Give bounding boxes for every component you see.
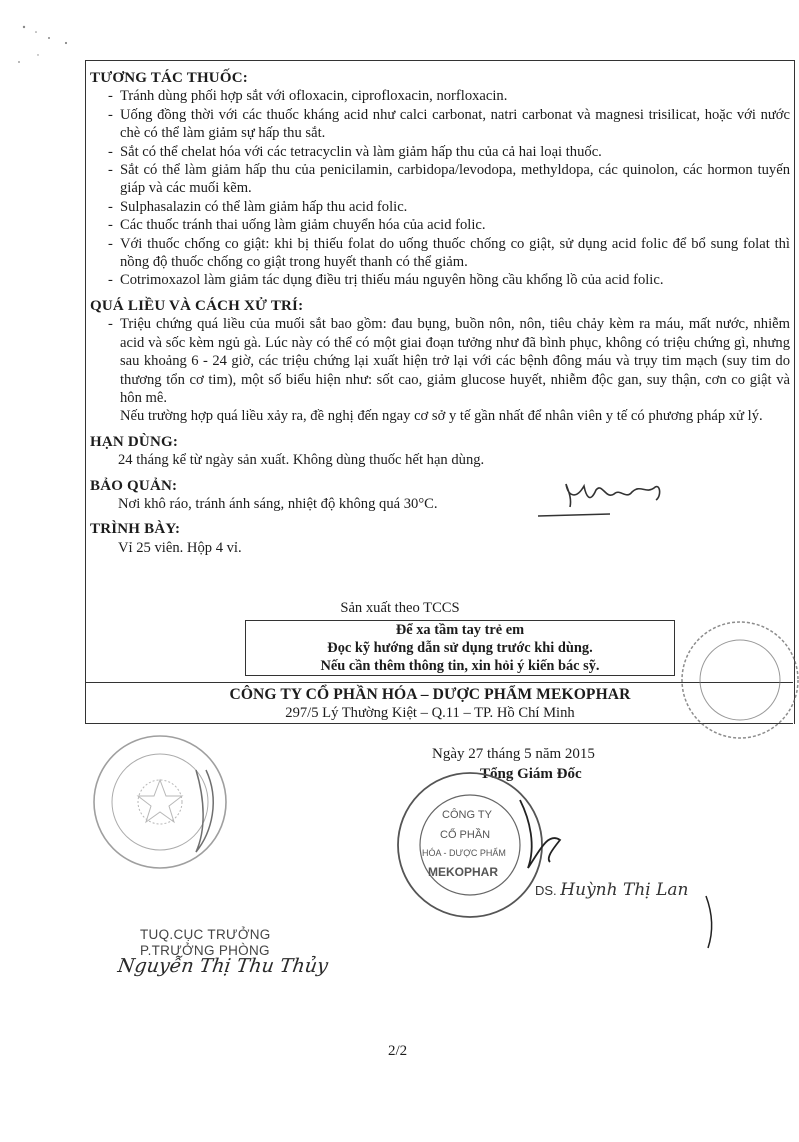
deputy-line: TUQ.CỤC TRƯỞNG bbox=[140, 927, 271, 942]
standard-note: Sản xuất theo TCCS bbox=[340, 600, 460, 616]
deputy-name: Nguyễn Thị Thu Thủy bbox=[116, 955, 330, 977]
deputy-line: P.TRƯỞNG PHÒNG bbox=[140, 943, 270, 958]
shelf-life-text: 24 tháng kể từ ngày sản xuất. Không dùng thuốc hết hạn dùng. bbox=[118, 452, 485, 469]
signoff-role: Tổng Giám Đốc bbox=[480, 766, 582, 782]
section-title: TRÌNH BÀY: bbox=[90, 521, 181, 538]
stamp-line: MEKOPHAR bbox=[428, 865, 499, 879]
signoff-date: Ngày 27 tháng 5 năm 2015 bbox=[432, 746, 595, 762]
edge-stamp bbox=[682, 622, 798, 738]
state-emblem-stamp bbox=[94, 736, 226, 868]
list-item: - Tránh dùng phối hợp sắt với ofloxacin, ciprofloxacin, norfloxacin. bbox=[90, 87, 790, 105]
list-item: - Sắt có thể làm giảm hấp thu của penicilamin, carbidopa/levodopa, methyldopa, các quinolon, các hormon tuyến giáp và các muối kẽm. bbox=[90, 161, 790, 198]
presentation-text: Vỉ 25 viên. Hộp 4 vỉ. bbox=[118, 539, 242, 556]
warning-line: Để xa tầm tay trẻ em bbox=[395, 622, 525, 638]
warning-line: Nếu cần thêm thông tin, xin hỏi ý kiến bác sỹ. bbox=[320, 657, 600, 674]
section-title: QUÁ LIỀU VÀ CÁCH XỬ TRÍ: bbox=[90, 297, 304, 314]
list-item: - Uống đồng thời với các thuốc kháng acid như calci carbonat, natri carbonat và magnesi trisilicat, hoặc với nước chè có thể làm giảm sự hấp thu sắt. bbox=[90, 106, 790, 143]
pharmacist-prefix: DS. bbox=[535, 883, 557, 898]
initial-signature bbox=[538, 484, 660, 516]
company-address: 297/5 Lý Thường Kiệt – Q.11 – TP. Hồ Chí Minh bbox=[285, 705, 575, 721]
company-name: CÔNG TY CỔ PHẦN HÓA – DƯỢC PHẨM MEKOPHAR bbox=[229, 686, 631, 703]
section-title: HẠN DÙNG: bbox=[90, 433, 179, 450]
list-item: - Cotrimoxazol làm giảm tác dụng điều trị thiếu máu nguyên hồng cầu khổng lồ của acid folic. bbox=[90, 271, 790, 289]
storage-text: Nơi khô ráo, tránh ánh sáng, nhiệt độ không quá 30°C. bbox=[118, 495, 438, 512]
list-item: - Các thuốc tránh thai uống làm giảm chuyển hóa của acid folic. bbox=[90, 216, 790, 234]
company-stamp bbox=[398, 773, 542, 917]
scan-specks bbox=[18, 26, 67, 63]
overdose-note: Nếu trường hợp quá liều xảy ra, đề nghị đến ngay cơ sở y tế gần nhất để nhân viên y tế có phương pháp xử lý. bbox=[120, 408, 763, 425]
list-item: - Với thuốc chống co giật: khi bị thiếu folat do uống thuốc chống co giật, sử dụng acid folic để bổ sung folat thì nồng độ thuốc chống co giật trong huyết thanh có thể giảm. bbox=[90, 235, 790, 272]
list-item: - Triệu chứng quá liều của muối sắt bao gồm: đau bụng, buồn nôn, nôn, tiêu chảy kèm ra máu, mất nước, nhiễm acid và sốc kèm ngủ gà. Lúc này có thể có một giai đoạn tưởng như đã bình phục, không có triệu chứng gì, nhưng sau khoảng 6 - 24 giờ, các triệu chứng lại xuất hiện trở lại với các bệnh đông máu và trụy tim mạch (suy tim do thương tổn cơ tim), một số biểu hiện như: sốt cao, giảm glucose huyết, nhiễm độc gan, suy thận, cơn co giật và hôn mê. bbox=[90, 315, 790, 407]
section-title: TƯƠNG TÁC THUỐC: bbox=[90, 70, 248, 86]
list-item: - Sắt có thể chelat hóa với các tetracyclin và làm giảm hấp thu của cả hai loại thuốc. bbox=[90, 143, 790, 161]
pharmacist-name: Huỳnh Thị Lan bbox=[560, 880, 689, 900]
page-number: 2/2 bbox=[388, 1043, 408, 1059]
stamp-line: CỔ PHẦN bbox=[440, 829, 491, 841]
stamp-line: HÓA - DƯỢC PHẨM bbox=[422, 848, 506, 858]
list-item: - Sulphasalazin có thể làm giảm hấp thu acid folic. bbox=[90, 198, 790, 216]
pharmacist-flourish bbox=[706, 896, 712, 948]
warning-line: Đọc kỹ hướng dẫn sử dụng trước khi dùng. bbox=[327, 639, 593, 656]
section-title: BẢO QUẢN: bbox=[90, 477, 178, 494]
stamp-line: CÔNG TY bbox=[442, 809, 492, 821]
